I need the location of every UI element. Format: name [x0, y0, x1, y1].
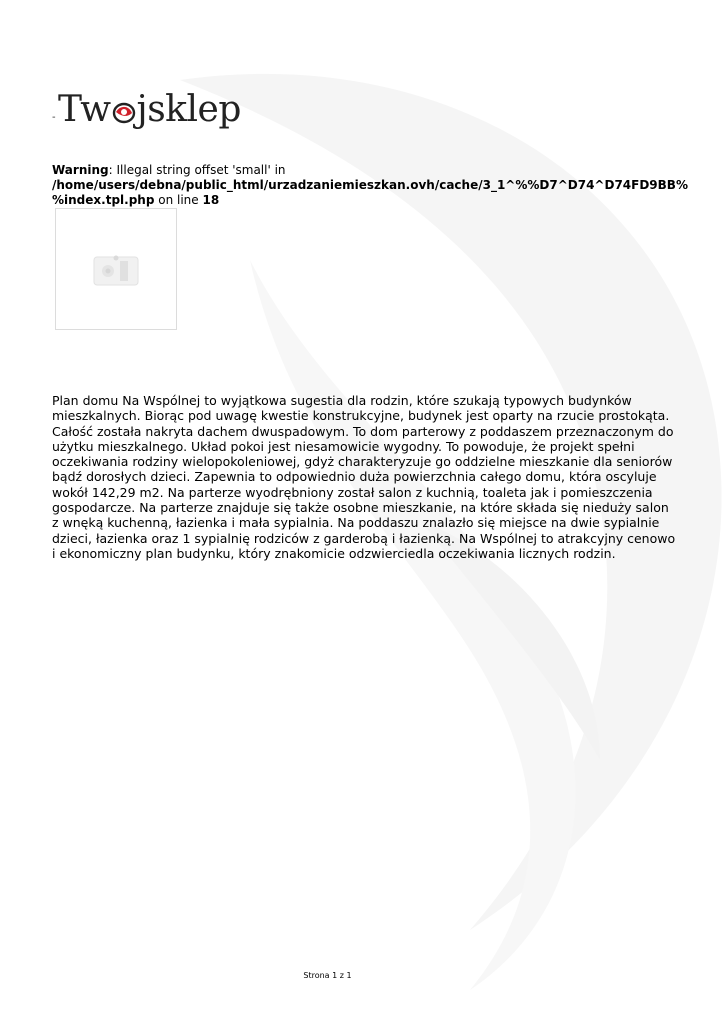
warning-line-number: 18 — [202, 193, 220, 207]
logo-dash: - — [52, 112, 56, 123]
image-placeholder-icon — [90, 249, 142, 289]
warning-file-path: /home/users/debna/public_html/urzadzaniemieszkan.ovh/cache/3_1^%%D7^D74^D74FD9BB%%index.tpl.php — [52, 178, 688, 207]
logo-prefix: Tw — [58, 89, 111, 130]
logo-wordmark — [58, 86, 241, 134]
store-logo[interactable] — [52, 86, 252, 136]
warning-label: Warning — [52, 163, 109, 177]
php-warning — [52, 163, 692, 208]
product-description: Plan domu Na Wspólnej to wyjątkowa sugestia dla rodzin, które szukają typowych budynków mieszkalnych. Biorąc pod uwagę kwestie konstrukcyjne, budynek jest oparty na rzucie prostokąta. Całość została nakryta dachem dwuspadowym. To dom parterowy z poddaszem przeznaczonym do użytku mieszkalnego. Układ pokoi jest niesamowicie wygodny. To powoduje, że projekt spełni oczekiwania rodziny wielopokoleniowej, gdyż charakteryzuje go oddzielne mieszkanie dla seniorów bądź dorosłych dzieci. Zapewnia to odpowiednio duża powierzchnia całego domu, która oscyluje wokół 142,29 m2. Na parterze wyodrębniony został salon z kuchnią, toaleta jak i pomieszczenia gospodarcze. Na parterze znajduje się także osobne mieszkanie, na które składa się nieduży salon z wnęką kuchenną, łazienka i mała sypialnia. Na poddaszu znalazło się miejsce na dwie sypialnie dzieci, łazienka oraz 1 sypialnię rodziców z garderobą i łazienką. Na Wspólnej to atrakcyjny cenowo i ekonomiczny plan budynku, który znakomicie odzwierciedla oczekiwania licznych rodzin. — [52, 393, 676, 561]
logo-o-swirl-icon — [111, 95, 137, 125]
product-image — [55, 208, 177, 330]
page-footer: Strona 1 z 1 — [303, 971, 352, 980]
warning-on-line-text: on line — [154, 193, 203, 207]
warning-message: : Illegal string offset 'small' in — [108, 163, 286, 177]
logo-suffix: jsklep — [136, 89, 241, 130]
